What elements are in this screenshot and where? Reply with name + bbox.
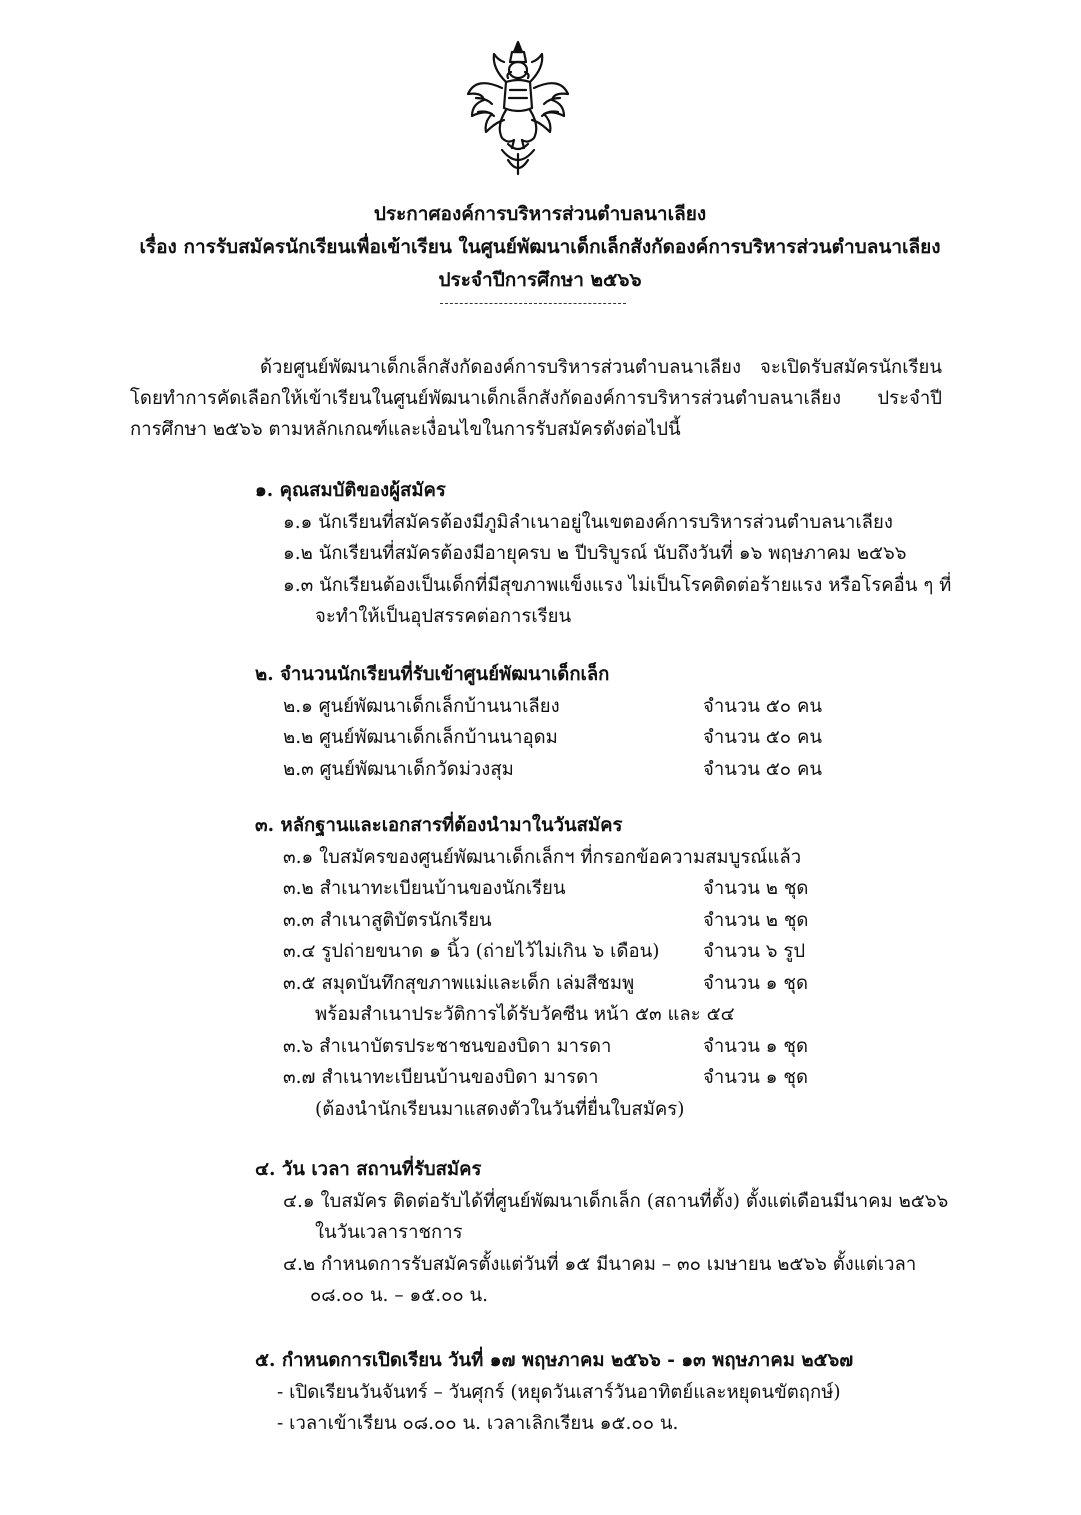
row-label: ๓.๒ สำเนาทะเบียนบ้านของนักเรียน bbox=[283, 878, 566, 899]
list-item: ๑.๒ นักเรียนที่สมัครต้องมีอายุครบ ๒ ปีบริบูรณ์ นับถึงวันที่ ๑๖ พฤษภาคม ๒๕๖๖ bbox=[283, 543, 907, 564]
section-title: ๕. กำหนดการเปิดเรียน วันที่ ๑๗ พฤษภาคม ๒๕๖๖ - ๑๓ พฤษภาคม ๒๕๖๗ bbox=[255, 1350, 854, 1371]
row-amount: จำนวน ๖ รูป bbox=[703, 941, 806, 962]
row-amount: จำนวน ๑ ชุด bbox=[703, 1067, 808, 1088]
row-label: ๒.๒ ศูนย์พัฒนาเด็กเล็กบ้านนาอุดม bbox=[283, 727, 558, 748]
row-amount: จำนวน ๕๐ คน bbox=[703, 727, 822, 748]
section-student-count bbox=[255, 659, 955, 785]
list-item-continuation: ในวันเวลาราชการ bbox=[315, 1222, 463, 1243]
table-row bbox=[255, 722, 955, 754]
row-amount: จำนวน ๕๐ คน bbox=[703, 695, 822, 717]
intro-text: ด้วยศูนย์พัฒนาเด็กเล็กสังกัดองค์การบริหารส่วนตำบลนาเลียง จะเปิดรับสมัครนักเรียน โดยทำการคัดเลือกให้เข้าเรียนในศูนย์พัฒนาเด็กเล็กสังกัดองค์การบริหารส่วนตำบลนาเลียง ประจำปีการศึกษา ๒๕๖๖ ตามหลักเกณฑ์และเงื่อนไขในการรับสมัครดังต่อไปนี้ bbox=[130, 357, 942, 440]
section-qualifications bbox=[255, 475, 955, 633]
garuda-emblem-icon bbox=[462, 38, 574, 178]
row-amount: จำนวน ๕๐ คน bbox=[703, 758, 822, 780]
table-row bbox=[255, 968, 955, 1000]
row-label: ๓.๕ สมุดบันทึกสุขภาพแม่และเด็ก เล่มสีชมพู bbox=[283, 972, 635, 994]
row-label: ๓.๔ รูปถ่ายขนาด ๑ นิ้ว (ถ่ายไว้ไม่เกิน ๖ เดือน) bbox=[283, 941, 660, 962]
table-row bbox=[255, 873, 955, 905]
row-label: ๓.๗ สำเนาทะเบียนบ้านของบิดา มารดา bbox=[283, 1067, 599, 1088]
section-school-opening bbox=[255, 1345, 955, 1440]
header-divider bbox=[440, 303, 626, 304]
table-row bbox=[255, 905, 955, 937]
row-amount: จำนวน ๑ ชุด bbox=[703, 972, 808, 994]
row-amount: จำนวน ๑ ชุด bbox=[703, 1035, 808, 1057]
row-label: ๒.๑ ศูนย์พัฒนาเด็กเล็กบ้านนาเลียง bbox=[283, 695, 560, 717]
list-item-continuation: จะทำให้เป็นอุปสรรคต่อการเรียน bbox=[315, 606, 572, 627]
section-title: ๒. จำนวนนักเรียนที่รับเข้าศูนย์พัฒนาเด็กเล็ก bbox=[255, 664, 610, 685]
row-label: ๓.๖ สำเนาบัตรประชาชนของบิดา มารดา bbox=[283, 1035, 612, 1057]
list-item: - เวลาเข้าเรียน ๐๘.๐๐ น. เวลาเลิกเรียน ๑๕.๐๐ น. bbox=[277, 1413, 679, 1434]
row-amount: จำนวน ๒ ชุด bbox=[703, 878, 809, 899]
table-row bbox=[255, 691, 955, 723]
list-item-continuation: พร้อมสำเนาประวัติการได้รับวัคซีน หน้า ๕๓ และ ๕๔ bbox=[315, 1004, 735, 1025]
announcement-title: ประกาศองค์การบริหารส่วนตำบลนาเลียง bbox=[373, 203, 707, 225]
section-application-schedule bbox=[255, 1154, 955, 1312]
row-label: ๓.๓ สำเนาสูติบัตรนักเรียน bbox=[283, 909, 492, 931]
intro-paragraph bbox=[130, 352, 942, 445]
table-row bbox=[255, 1031, 955, 1063]
row-amount: จำนวน ๒ ชุด bbox=[703, 909, 809, 931]
list-item: ๔.๑ ใบสมัคร ติดต่อรับได้ที่ศูนย์พัฒนาเด็กเล็ก (สถานที่ตั้ง) ตั้งแต่เดือนมีนาคม ๒๕๖๖ bbox=[283, 1190, 949, 1212]
table-row bbox=[255, 1062, 955, 1094]
list-item: ๑.๓ นักเรียนต้องเป็นเด็กที่มีสุขภาพแข็งแรง ไม่เป็นโรคติดต่อร้ายแรง หรือโรคอื่น ๆ ที่ bbox=[283, 574, 952, 596]
list-item: ๑.๑ นักเรียนที่สมัครต้องมีภูมิลำเนาอยู่ในเขตองค์การบริหารส่วนตำบลนาเลียง bbox=[283, 511, 893, 533]
announcement-header bbox=[120, 198, 960, 297]
academic-year: ประจำปีการศึกษา ๒๕๖๖ bbox=[438, 269, 642, 291]
list-item-continuation: (ต้องนำนักเรียนมาแสดงตัวในวันที่ยื่นใบสมัคร) bbox=[315, 1098, 685, 1120]
row-label: ๒.๓ ศูนย์พัฒนาเด็กวัดม่วงสุม bbox=[283, 758, 514, 780]
section-title: ๓. หลักฐานและเอกสารที่ต้องนำมาในวันสมัคร bbox=[255, 815, 623, 836]
list-item: - เปิดเรียนวันจันทร์ – วันศุกร์ (หยุดวันเสาร์วันอาทิตย์และหยุดนขัตฤกษ์) bbox=[277, 1381, 841, 1403]
list-item-continuation: ๐๘.๐๐ น. – ๑๕.๐๐ น. bbox=[310, 1285, 489, 1306]
table-row bbox=[255, 754, 955, 786]
table-row bbox=[255, 936, 955, 968]
section-title: ๔. วัน เวลา สถานที่รับสมัคร bbox=[255, 1159, 482, 1180]
list-item: ๔.๒ กำหนดการรับสมัครตั้งแต่วันที่ ๑๕ มีนาคม – ๓๐ เมษายน ๒๕๖๖ ตั้งแต่เวลา bbox=[283, 1253, 917, 1275]
section-title: ๑. คุณสมบัติของผู้สมัคร bbox=[255, 480, 446, 501]
section-documents bbox=[255, 810, 955, 1125]
list-item: ๓.๑ ใบสมัครของศูนย์พัฒนาเด็กเล็กฯ ที่กรอกข้อความสมบูรณ์แล้ว bbox=[283, 846, 802, 868]
announcement-subject: เรื่อง การรับสมัครนักเรียนเพื่อเข้าเรียน ในศูนย์พัฒนาเด็กเล็กสังกัดองค์การบริหารส่วนตำบลนาเลียง bbox=[139, 236, 941, 258]
